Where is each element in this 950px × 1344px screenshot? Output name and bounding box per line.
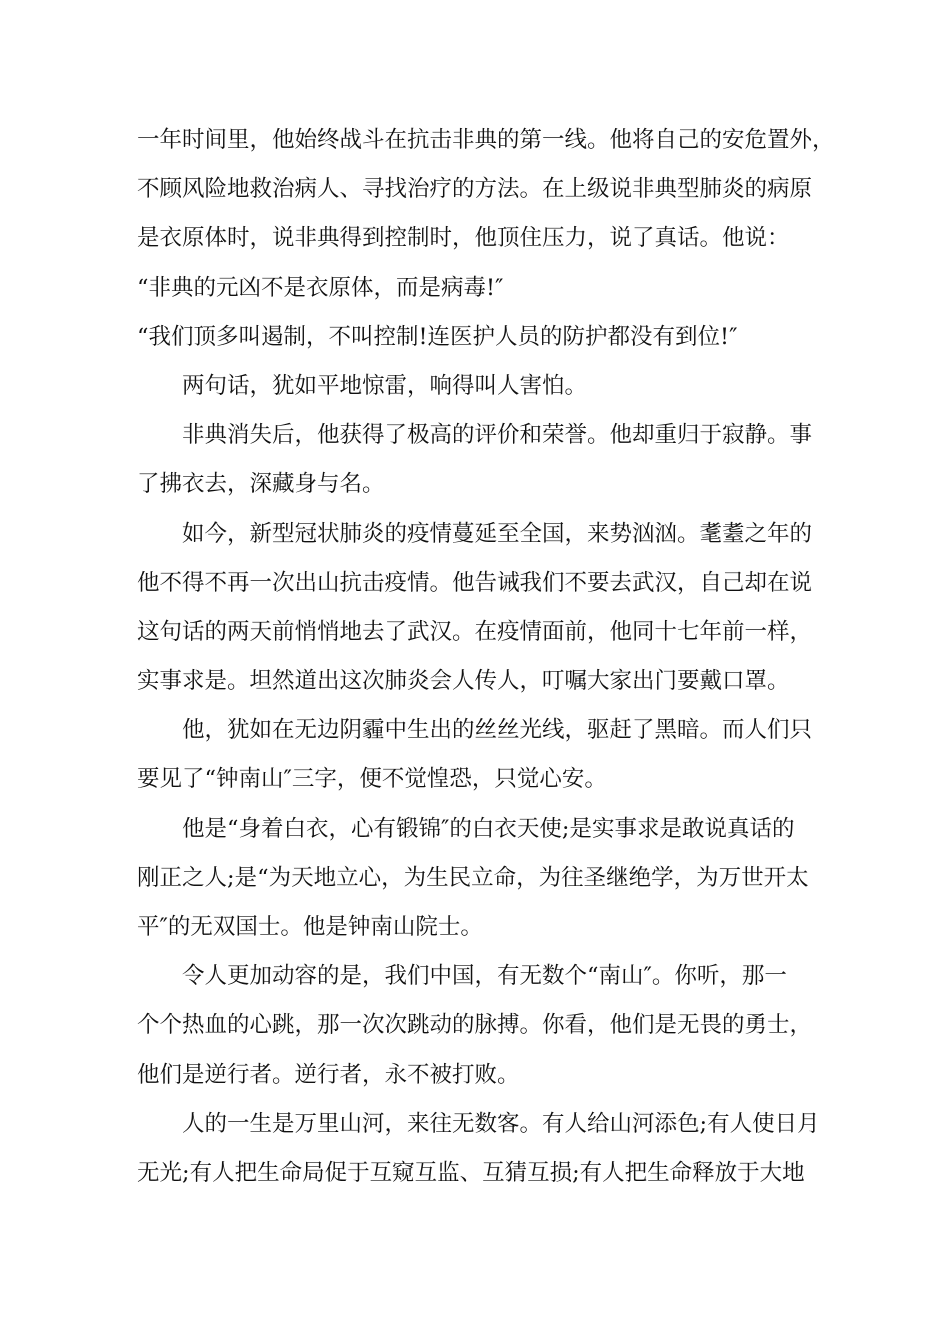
text-line: 要见了“钟南山″三字，便不觉惶恐，只觉心安。 bbox=[137, 766, 607, 793]
text-line: 两句话，犹如平地惊雷，响得叫人害怕。 bbox=[182, 372, 588, 399]
text-line: 他不得不再一次出山抗击疫情。他告诫我们不要去武汉，自己却在说 bbox=[137, 569, 813, 596]
text-line: 个个热血的心跳，那一次次跳动的脉搏。你看，他们是无畏的勇士， bbox=[137, 1012, 813, 1039]
text-line: 如今，新型冠状肺炎的疫情蔓延至全国，来势汹汹。耄耋之年的 bbox=[182, 520, 813, 547]
text-line: 他是“身着白衣，心有锻锦″的白衣天使;是实事求是敢说真话的 bbox=[182, 815, 795, 842]
text-line: 人的一生是万里山河，来往无数客。有人给山河添色;有人使日月 bbox=[182, 1110, 820, 1137]
quote-line: “非典的元凶不是衣原体，而是病毒!″ bbox=[137, 274, 504, 301]
text-line: 是衣原体时，说非典得到控制时，他顶住压力，说了真话。他说： bbox=[137, 225, 790, 252]
text-line: 无光;有人把生命局促于互窥互监、互猜互损;有人把生命释放于大地 bbox=[137, 1159, 805, 1186]
text-line: 令人更加动容的是，我们中国，有无数个“南山″。你听，那一 bbox=[182, 963, 787, 990]
text-line: 平″的无双国士。他是钟南山院士。 bbox=[137, 914, 483, 940]
quote-line: “我们顶多叫遏制，不叫控制!连医护人员的防护都没有到位!″ bbox=[137, 323, 738, 350]
text-line: 一年时间里，他始终战斗在抗击非典的第一线。他将自己的安危置外， bbox=[137, 127, 835, 153]
text-line: 他们是逆行者。逆行者，永不被打败。 bbox=[137, 1061, 520, 1088]
text-line: 不顾风险地救治病人、寻找治疗的方法。在上级说非典型肺炎的病原 bbox=[137, 176, 813, 203]
text-line: 了拂衣去，深藏身与名。 bbox=[137, 471, 385, 498]
body-text bbox=[137, 116, 835, 1198]
text-line: 这句话的两天前悄悄地去了武汉。在疫情面前，他同十七年前一样， bbox=[137, 618, 813, 645]
text-line: 非典消失后，他获得了极高的评价和荣誉。他却重归于寂静。事 bbox=[182, 422, 813, 449]
text-line: 刚正之人;是“为天地立心，为生民立命，为往圣继绝学，为万世开太 bbox=[137, 864, 809, 891]
text-line: 实事求是。坦然道出这次肺炎会人传人，叮嘱大家出门要戴口罩。 bbox=[137, 668, 790, 695]
text-line: 他，犹如在无边阴霾中生出的丝丝光线，驱赶了黑暗。而人们只 bbox=[182, 717, 813, 744]
